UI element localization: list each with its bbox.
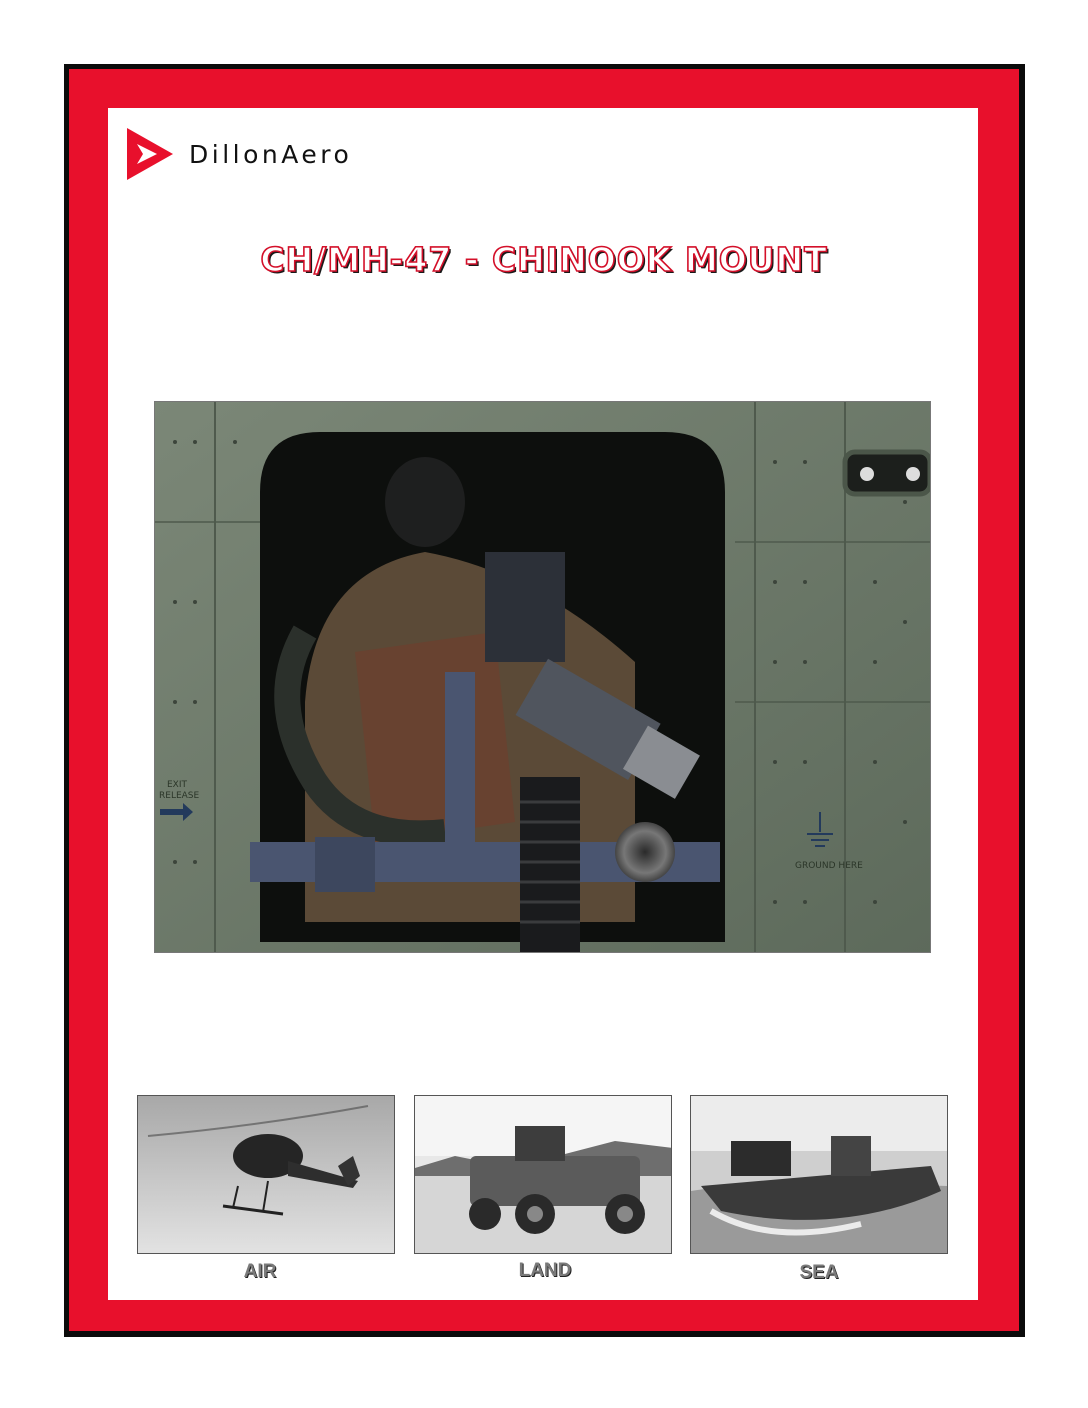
- chinook-door-minigun-photo: [155, 402, 931, 953]
- brand-name: DillonAero: [189, 139, 353, 169]
- release-label: RELEASE: [159, 791, 200, 801]
- red-triangle-arrow-icon: [127, 128, 173, 180]
- page-title: CH/MH-47 - CHINOOK MOUNT: [260, 240, 828, 279]
- sea-photo: [690, 1095, 948, 1254]
- brand-logo: [127, 128, 352, 180]
- main-photo: [154, 401, 931, 953]
- vehicle-photo: [415, 1096, 672, 1254]
- land-photo: [414, 1095, 672, 1254]
- caption-air: AIR: [243, 1261, 277, 1282]
- caption-land: LAND: [518, 1260, 572, 1281]
- air-photo: [137, 1095, 395, 1254]
- helicopter-photo: [138, 1096, 395, 1254]
- exit-label: EXIT: [167, 780, 188, 790]
- ground-label: GROUND HERE: [795, 861, 863, 871]
- boat-photo: [691, 1096, 948, 1254]
- caption-sea: SEA: [799, 1262, 839, 1283]
